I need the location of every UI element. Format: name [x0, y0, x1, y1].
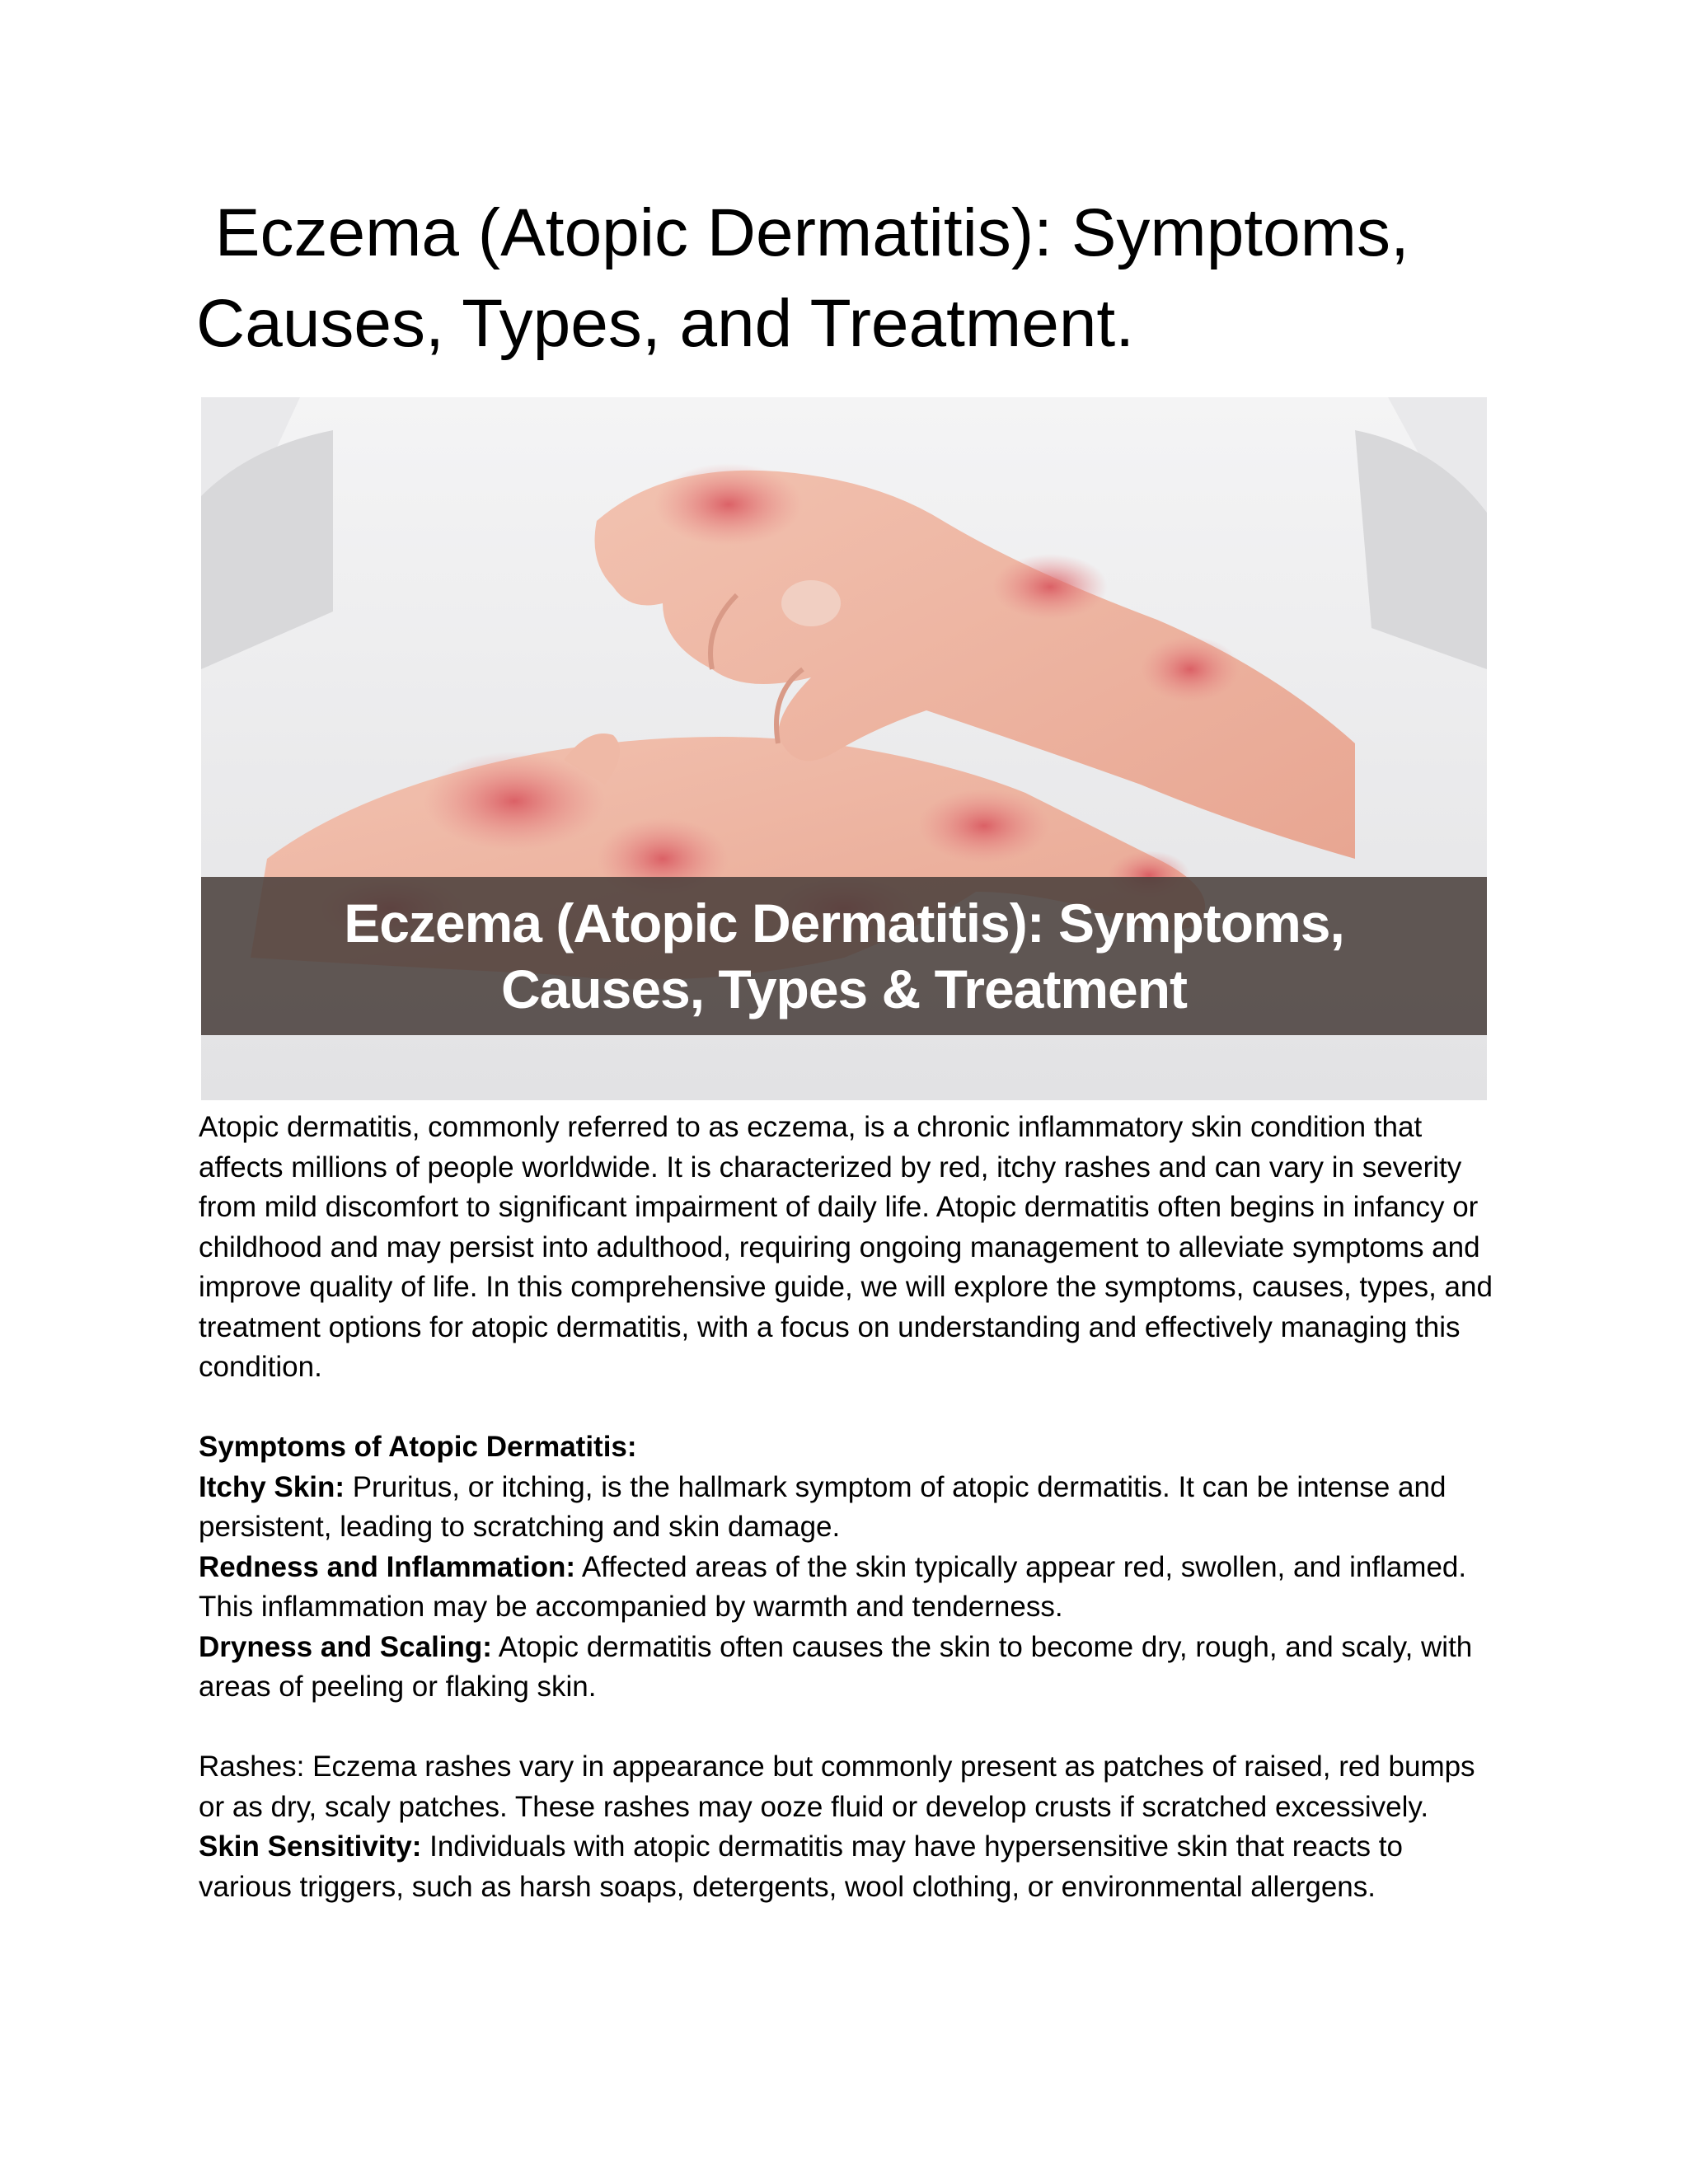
symptoms-heading: Symptoms of Atopic Dermatitis:	[199, 1431, 637, 1463]
intro-paragraph: Atopic dermatitis, commonly referred to as eczema, is a chronic inflammatory skin condition that affects millions of people worldwide. It is characterized by red, itchy rashes and can vary in severity from mild discomfort to significant impairment of daily life. Atopic dermatitis often begins in infancy or childhood and may persist into adulthood, requiring ongoing management to alleviate symptoms and improve quality of life. In this comprehensive guide, we will explore the symptoms, causes, types, and treatment options for atopic dermatitis, with a focus on understanding and effectively managing this condition.	[199, 1111, 1493, 1383]
page-title: Eczema (Atopic Dermatitis): Symptoms, Causes, Types, and Treatment.	[196, 195, 1428, 361]
symptom-term: Dryness and Scaling:	[199, 1630, 492, 1663]
banner-title-line-2: Causes, Types & Treatment	[500, 958, 1188, 1019]
paragraph-spacer	[199, 1388, 1501, 1428]
symptom-itchy-skin	[199, 1468, 1501, 1548]
symptom-dryness	[199, 1628, 1501, 1708]
symptom-description: Pruritus, or itching, is the hallmark symptom of atopic dermatitis. It can be intense and persistent, leading to scratching and skin damage.	[199, 1470, 1447, 1543]
symptom-rashes: Rashes: Eczema rashes vary in appearance but commonly present as patches of raised, red bumps or as dry, scaly patches. These rashes may ooze fluid or develop crusts if scratched excessively.	[199, 1750, 1475, 1823]
hero-image	[201, 397, 1487, 1100]
image-caption-banner	[201, 877, 1487, 1035]
article-body	[199, 1108, 1501, 1907]
symptom-term: Redness and Inflammation:	[199, 1550, 576, 1583]
paragraph-spacer	[199, 1708, 1501, 1748]
banner-title-line-1: Eczema (Atopic Dermatitis): Symptoms,	[344, 893, 1344, 954]
symptom-description: Atopic dermatitis often causes the skin to become dry, rough, and scaly, with areas of peeling or flaking skin.	[199, 1630, 1473, 1703]
symptom-skin-sensitivity	[199, 1827, 1501, 1907]
symptom-term: Itchy Skin:	[199, 1470, 345, 1503]
symptom-description: Affected areas of the skin typically appear red, swollen, and inflamed. This inflammation may be accompanied by warmth and tenderness.	[199, 1550, 1467, 1623]
symptom-redness	[199, 1548, 1501, 1628]
symptom-term: Skin Sensitivity:	[199, 1830, 422, 1863]
symptom-description: Individuals with atopic dermatitis may have hypersensitive skin that reacts to various triggers, such as harsh soaps, detergents, wool clothing, or environmental allergens.	[199, 1830, 1403, 1903]
